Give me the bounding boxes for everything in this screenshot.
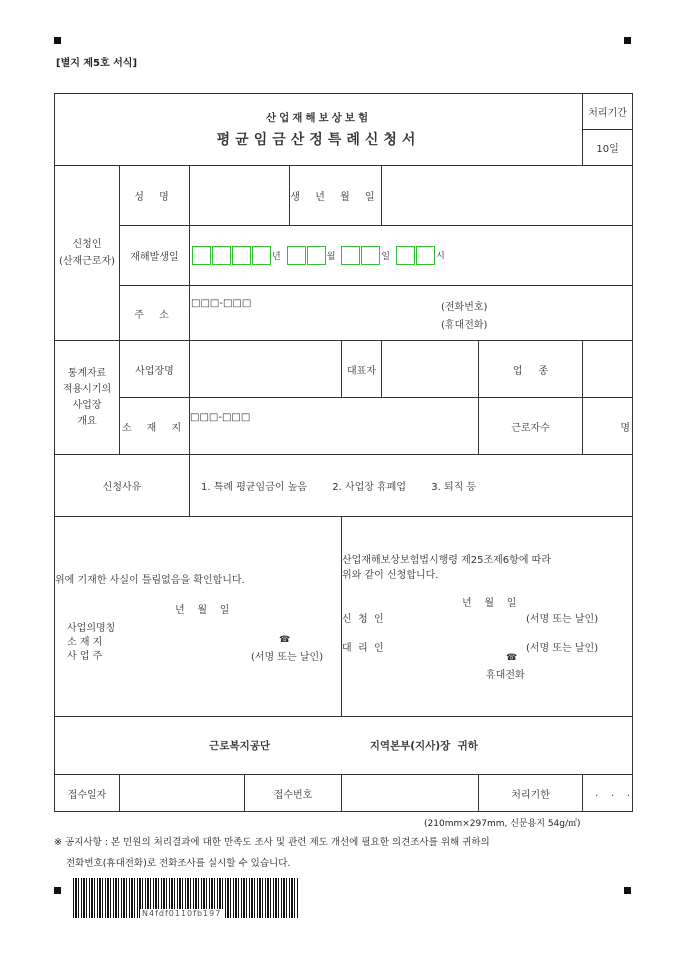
address-label: 주 소 — [120, 286, 190, 341]
agent-mobile-label: 휴대전화 — [486, 670, 525, 681]
form-label: [별지 제5호 서식] — [56, 58, 138, 69]
paper-size-note: (210mm×297mm, 신문용지 54g/㎡) — [424, 819, 581, 829]
period-label: 처리기간 — [583, 94, 633, 130]
agent-sign-label: 대 리 인 — [342, 643, 384, 654]
month-digit-box[interactable] — [307, 246, 326, 265]
industry-label: 업 종 — [479, 341, 583, 398]
addressee-org: 근로복지공단 — [209, 740, 271, 752]
period-value: 10일 — [583, 130, 633, 166]
address-field[interactable] — [190, 286, 633, 341]
representative-field[interactable] — [382, 341, 479, 398]
request-block — [342, 517, 633, 717]
unit-month: 월 — [326, 251, 336, 262]
phone-label: (전화번호) — [441, 302, 488, 313]
unit-day: 일 — [381, 251, 391, 262]
accident-date-field[interactable] — [190, 226, 633, 286]
applicant-sign-label: 신 청 인 — [342, 614, 384, 625]
unit-hour: 시 — [436, 251, 445, 262]
address-postal-code: □□□-□□□ — [191, 298, 252, 309]
workers-label: 근로자수 — [479, 398, 583, 455]
location-label: 소 재 지 — [120, 398, 190, 455]
receipt-number-field[interactable] — [342, 775, 479, 812]
unit-year: 년 — [272, 251, 281, 262]
business-name-label: 사업의명칭 — [67, 623, 116, 634]
corner-mark-bottom-right — [624, 887, 631, 894]
workplace-group-label: 통계자료 적용시기의 사업장 개요 — [55, 341, 120, 455]
agent-signature-note: (서명 또는 날인) — [526, 643, 599, 654]
workers-field[interactable] — [583, 398, 633, 455]
notice-line-1: ※ 공지사항 : 본 민원의 처리결과에 대한 만족도 조사 및 관련 제도 개선에 필요한 의견조사를 위해 귀하의 — [54, 837, 490, 848]
reason-option-2[interactable]: 2. 사업장 휴폐업 — [332, 482, 407, 493]
receipt-date-label: 접수일자 — [55, 775, 120, 812]
corner-mark-bottom-left — [54, 887, 61, 894]
title-main: 평균임금산정특례신청서 — [216, 132, 421, 148]
year-digit-box[interactable] — [192, 246, 211, 265]
business-location-label: 소 재 지 — [67, 637, 103, 648]
reason-label: 신청사유 — [55, 455, 190, 517]
year-digit-box[interactable] — [232, 246, 251, 265]
deadline-value[interactable]: . . . — [583, 775, 633, 812]
hour-digit-box[interactable] — [416, 246, 435, 265]
reason-option-1[interactable]: 1. 특례 평균임금이 높음 — [201, 482, 308, 493]
notice-line-2: 전화번호(휴대전화)로 전화조사를 실시할 수 있습니다. — [66, 858, 291, 869]
birth-field[interactable] — [382, 166, 633, 226]
month-digit-box[interactable] — [287, 246, 306, 265]
accident-date-label: 재해발생일 — [120, 226, 190, 286]
day-digit-box[interactable] — [341, 246, 360, 265]
hour-digit-box[interactable] — [396, 246, 415, 265]
confirmation-block — [55, 517, 342, 717]
addressee-branch: 지역본부(지사)장 귀하 — [369, 740, 478, 752]
receipt-date-field[interactable] — [120, 775, 245, 812]
request-text-2: 위와 같이 신청합니다. — [342, 570, 439, 581]
phone-icon: ☎ — [279, 635, 291, 645]
request-date: 년 월 일 — [462, 598, 517, 609]
year-digit-box[interactable] — [212, 246, 231, 265]
day-digit-box[interactable] — [361, 246, 380, 265]
confirmation-text: 위에 기재한 사실이 틀림없음을 확인합니다. — [55, 575, 245, 586]
representative-label: 대표자 — [342, 341, 382, 398]
birth-label: 생 년 월 일 — [290, 166, 382, 226]
title-sub: 산업재해보상보험 — [265, 112, 372, 124]
corner-mark-top-right — [624, 37, 631, 44]
deadline-label: 처리기한 — [479, 775, 583, 812]
year-digit-box[interactable] — [252, 246, 271, 265]
mobile-icon: ☎ — [506, 653, 518, 663]
industry-field[interactable] — [583, 341, 633, 398]
owner-signature-note: (서명 또는 날인) — [251, 652, 324, 663]
confirmation-date: 년 월 일 — [175, 605, 230, 616]
name-field[interactable] — [190, 166, 290, 226]
workplace-name-label: 사업장명 — [120, 341, 190, 398]
business-owner-label: 사 업 주 — [67, 651, 103, 662]
location-field[interactable] — [190, 398, 479, 455]
application-form-table — [54, 93, 633, 812]
workers-unit: 명 — [620, 422, 631, 434]
reason-options — [190, 455, 633, 517]
applicant-group-label: 신청인 (산재근로자) — [55, 166, 120, 341]
location-postal-code: □□□-□□□ — [190, 412, 251, 423]
workplace-name-field[interactable] — [190, 341, 342, 398]
applicant-signature-note: (서명 또는 날인) — [526, 614, 599, 625]
reason-option-3[interactable]: 3. 퇴직 등 — [431, 482, 477, 493]
barcode-text: N4fdf0110fb197 — [142, 909, 222, 918]
corner-mark-top-left — [54, 37, 61, 44]
addressee-row — [55, 717, 633, 775]
mobile-label: (휴대전화) — [441, 320, 488, 331]
form-title — [55, 94, 583, 166]
name-label: 성 명 — [120, 166, 190, 226]
receipt-number-label: 접수번호 — [245, 775, 342, 812]
request-text-1: 산업재해보상보험법시행령 제25조제6항에 따라 — [342, 555, 551, 566]
